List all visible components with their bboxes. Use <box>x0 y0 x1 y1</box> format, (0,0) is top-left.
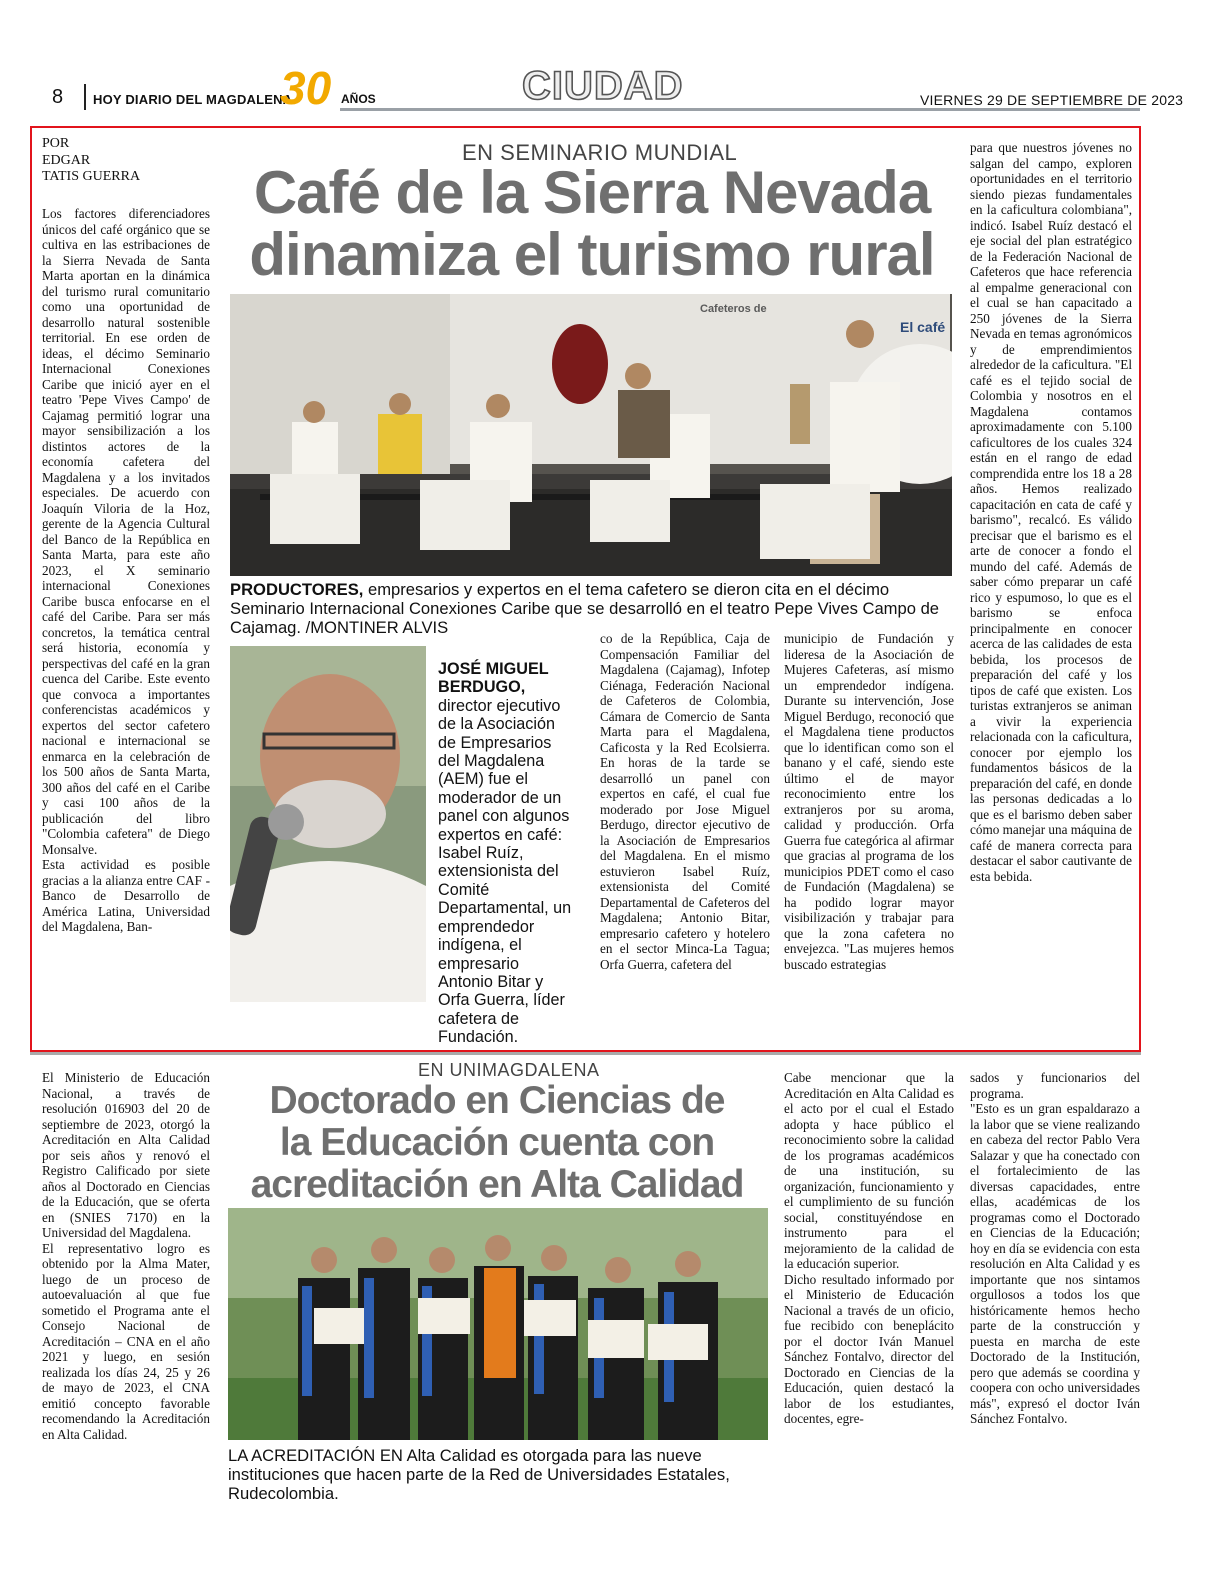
article1-column-4 <box>784 631 954 972</box>
paragraph: para que nuestros jóvenes no salgan del campo, exploren oportunidades en el territorio siendo piezas fundamentales en la caficultura colombiana", indicó. Isabel Ruíz destacó el eje social del plan estratégico de la Federación Nacional de Cafeteros que hace referencia al empalme generacional con el cual se han capacitado a 250 jóvenes de la Sierra Nevada en temas agronómicos y de emprendimientos alrededor de la caficultura. "El café es el tejido social de Colombia y nosotros en el Magdalena contamos aproximadamente con 5.100 caficultores de los cuales 324 están en el rango de edad comprendida entre los 18 a 28 años. Hemos realizado capacitación en cata de café y barismo", recalcó. Es válido precisar que el barismo es el arte de conocer a fondo el mundo del café. Además de saber cómo preparar un café rico y espumoso, lo que es el barismo se enfoca principalmente en conocer acerca de las calidades de esta bebida, los procesos de preparación del café y los tipos de café que existen. Los turistas extranjeros se animan a vivir la experiencia relacionada con la caficultura, conocer por ejemplo los fundamentos básicos de la preparación del café, en donde las personas dedicadas a lo que es el barismo deben saber cómo manejar una máquina de café de manera correcta para destacar el sabor cautivante de esta bebida. <box>970 140 1132 884</box>
article1-kicker: EN SEMINARIO MUNDIAL <box>462 140 738 165</box>
sidebar-text: director ejecutivo de la Asociación de Empresarios del Magdalena (AEM) fue el moderador de un panel con algunos expertos en café: Isabel Ruíz, extensionista del Comité Departamental, un emprendedor indígena, el empresario Antonio Bitar y Orfa Guerra, líder cafetera de Fundación. <box>438 696 572 1047</box>
headline-line: la Educación cuenta con <box>279 1121 715 1164</box>
headline-line: Doctorado en Ciencias de <box>269 1079 725 1122</box>
article2-headline <box>222 1080 772 1206</box>
anniversary-suffix: AÑOS <box>341 92 376 106</box>
headline-line: dinamiza el turismo rural <box>249 221 935 288</box>
caption-text: empresarios y expertos en el tema cafetero se dieron cita en el décimo Seminario Internacional Conexiones Caribe que se desarrolló en el teatro Pepe Vives Campo de Cajamag. /MONTINER ALVIS <box>230 580 940 637</box>
article1-column-5 <box>970 140 1132 884</box>
article2-kicker: EN UNIMAGDALENA <box>418 1060 600 1080</box>
header-rule <box>340 108 1140 111</box>
article1-headline <box>222 159 962 288</box>
article2-column-4 <box>784 1070 954 1427</box>
anniversary-logo <box>280 64 350 110</box>
stage-screen-text-2: El café <box>900 319 946 335</box>
article1-column-1 <box>42 206 210 935</box>
issue-date: VIERNES 29 DE SEPTIEMBRE DE 2023 <box>920 92 1184 108</box>
page-number: 8 <box>52 86 64 108</box>
frame-shadow <box>30 1052 1141 1055</box>
paragraph: sados y funcionarios del programa. <box>970 1070 1140 1101</box>
article1-photo-caption <box>230 580 952 637</box>
paragraph: municipio de Fundación y lideresa de la Asociación de Mujeres Cafeteras, así mismo un emprendedor indígena. Durante su intervención, Jose Miguel Berdugo, reconoció que el Magdalena tiene productos que lo identifican como son el banano y el café, siendo este último el de mayor reconocimiento entre los extranjeros por su aroma, calidad y producción. Orfa Guerra fue categórica al afirmar que gracias al programa de los municipios PDET como el caso de Fundación (Magdalena) se ha podido lograr mayor visibilización y trabajar para que la zona cafetera no envejezca. "Las mujeres hemos buscado estrategias <box>784 631 954 972</box>
article2-photo-caption: LA ACREDITACIÓN EN Alta Calidad es otorgada para las nueve instituciones que hacen parte de la Red de Universidades Estatales, Rudecolombia. <box>228 1446 730 1503</box>
section-title: CIUDAD <box>522 64 684 108</box>
paragraph: Los factores diferenciadores únicos del café orgánico que se cultiva en las estribaciones de la Sierra Nevada de Santa Marta aportan en la dinámica del turismo rural comunitario como una oportunidad de desarrollo natural sostenible territorial. En ese orden de ideas, el décimo Seminario Internacional Conexiones Caribe que inició ayer en el teatro 'Pepe Vives Campo' de Cajamag permitió lograr una mayor sensibilización a los distintos actores de la economía cafetera del Magdalena y a los invitados especiales. De acuerdo con Joaquín Viloria de la Hoz, gerente de la Agencia Cultural del Banco de la República en Santa Marta, para este año 2023, el X seminario internacional Conexiones Caribe busca enfocarse en el café del Caribe. Para ser más concretos, la temática central será historia, economía y perspectivas del café en la gran cuenca del Caribe. Este evento que convoca a importantes conferencistas académicos y expertos del sector cafetero nacional e internacional se enmarca en la celebración de los 500 años de Santa Marta, 300 años del café en el Caribe y casi 100 años de la publicación del libro "Colombia cafetera" de Diego Monsalve. <box>42 206 210 857</box>
paragraph: co de la República, Caja de Compensación Familiar del Magdalena (Cajamag), Infotep Ciénaga, Federación Nacional de Cafeteros de Colombia, Cámara de Comercio de Santa Marta para el Magdalena, Caficosta y la Red Ecolsierra. En horas de la tarde se desarrolló un panel con expertos en café, el cual fue moderado por Jose Miguel Berdugo, director ejecutivo de la Asociación de Empresarios del Magdalena. En el mismo estuvieron Isabel Ruíz, extensionista del Comité Departamental de Cafeteros del Magdalena; Antonio Bitar, empresario cafetero y hotelero en el sector Minca-La Tagua; Orfa Guerra, cafetera del <box>600 631 770 972</box>
byline <box>42 136 162 186</box>
article2-column-5 <box>970 1070 1140 1427</box>
graduates-photo <box>228 1208 768 1440</box>
header-divider <box>84 84 86 110</box>
paragraph: El Ministerio de Educación Nacional, a través de resolución 016903 del 20 de septiembre de 2023, otorgó la Acreditación en Alta Calidad por seis años y renovó el Registro Calificado por siete años al Doctorado en Ciencias de la Educación, que se oferta en (SNIES 7170) en la Universidad del Magdalena. <box>42 1070 210 1240</box>
headline-line: Café de la Sierra Nevada <box>253 159 931 226</box>
byline-line: EDGAR <box>42 152 91 168</box>
article1-column-3 <box>600 631 770 972</box>
paragraph: Esta actividad es posible gracias a la alianza entre CAF - Banco de Desarrollo de América Latina, Universidad del Magdalena, Ban- <box>42 857 210 934</box>
article2-column-1 <box>42 1070 210 1442</box>
berdugo-sidebar <box>438 660 574 1047</box>
paragraph: Dicho resultado informado por el Ministerio de Educación Nacional a través de un oficio, fue recibido con beneplácito por el doctor Iván Manuel Sánchez Fontalvo, director del Doctorado en Ciencias de la Educación, quien destacó la labor de los estudiantes, docentes, egre- <box>784 1271 954 1426</box>
paragraph: El representativo logro es obtenido por la Alma Mater, luego de un proceso de autoevaluación al que fue sometido el Programa ante el Consejo Nacional de Acreditación – CNA en el año 2021 y luego, en sesión realizada los días 24, 25 y 26 de mayo de 2023, el CNA emitió concepto favorable recomendando la Acreditación en Alta Calidad. <box>42 1240 210 1442</box>
berdugo-portrait-photo <box>230 646 426 1002</box>
byline-line: POR <box>42 136 70 151</box>
byline-line: TATIS GUERRA <box>42 169 141 184</box>
paragraph: Cabe mencionar que la Acreditación en Alta Calidad es el acto por el cual el Estado adopta y hace público el reconocimiento sobre la calidad de los programas académicos de una institución, su organización, funcionamiento y el cumplimiento de su función social, constituyéndose en instrumento para el mejoramiento de la calidad de la educación superior. <box>784 1070 954 1271</box>
paragraph: "Esto es un gran espaldarazo a la labor que se viene realizando en cabeza del rector Pablo Vera Salazar y que ha conectado con el fortalecimiento de las diversas capacidades, entre ellas, académicas de los programas como el Doctorado en Ciencias de la Educación; hoy en día se evidencia con esta resolución en Alta Calidad y es importante que nos sintamos orgullosos a todos los que históricamente hemos hecho parte de la construcción y puesta en marcha de este Doctorado de la Institución, pero que además se coordina y coopera con ocho universidades más", expresó el doctor Iván Sánchez Fontalvo. <box>970 1101 1140 1426</box>
headline-line: acreditación en Alta Calidad <box>250 1163 744 1206</box>
sidebar-name: JOSÉ MIGUEL BERDUGO, <box>438 660 549 697</box>
panel-stage-photo <box>230 294 952 576</box>
anniversary-number: 30 <box>280 64 332 110</box>
caption-lead: PRODUCTORES, <box>230 580 364 599</box>
publication-name: HOY DIARIO DEL MAGDALENA <box>93 92 293 107</box>
stage-screen-text: Cafeteros de <box>700 303 767 315</box>
